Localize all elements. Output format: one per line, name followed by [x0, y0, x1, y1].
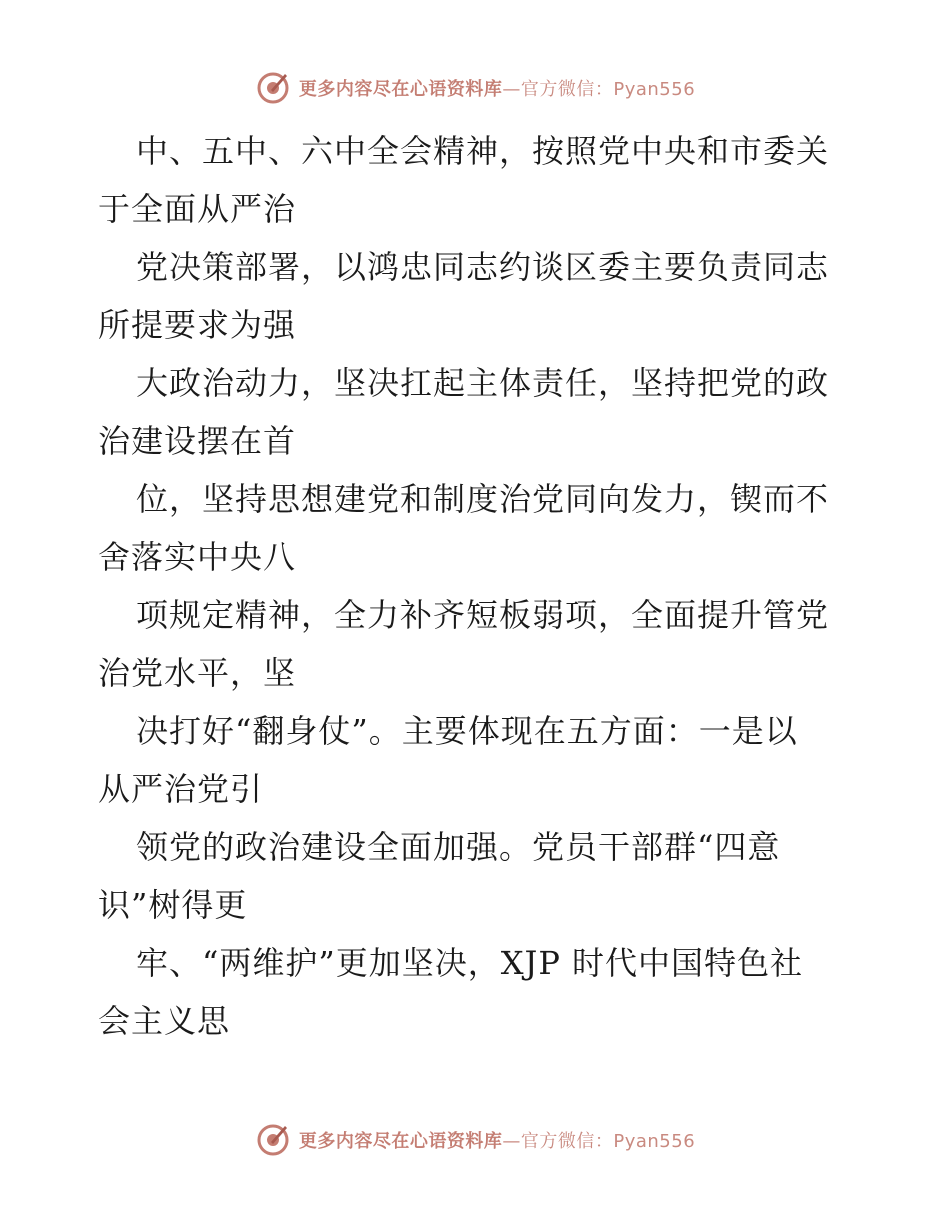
paragraph-line: 治党水平，坚: [98, 654, 297, 692]
paragraph-line: 于全面从严治: [98, 190, 297, 228]
paragraph: [98, 354, 858, 470]
paragraph-line: 舍落实中央八: [98, 538, 297, 576]
paragraph: [98, 470, 858, 586]
paragraph: [98, 586, 858, 702]
footer-watermark: [0, 1120, 950, 1160]
paragraph: [98, 818, 858, 934]
watermark-official: 官方微信：: [520, 1131, 614, 1152]
watermark-text: [299, 1127, 695, 1153]
paragraph-line: 从严治党引: [98, 770, 264, 808]
document-body: [98, 122, 858, 1050]
paragraph-line: 识”树得更: [98, 886, 248, 924]
paragraph-line: 治建设摆在首: [98, 422, 297, 460]
paragraph-line: 大政治动力，坚决扛起主体责任，坚持把党的政: [136, 364, 830, 402]
watermark-dash: —: [502, 1131, 521, 1152]
watermark-brand: 更多内容尽在心语资料库: [298, 1131, 503, 1152]
paragraph: [98, 702, 858, 818]
paragraph-line: 党决策部署，以鸿忠同志约谈区委主要负责同志: [136, 248, 830, 286]
paragraph: [98, 238, 858, 354]
paragraph-line: 项规定精神，全力补齐短板弱项，全面提升管党: [136, 596, 830, 634]
quill-logo-icon: [255, 1122, 291, 1158]
watermark-brand: 更多内容尽在心语资料库: [298, 79, 503, 100]
watermark-official: 官方微信：: [520, 79, 614, 100]
paragraph: [98, 934, 858, 1050]
watermark-id: Pyan556: [613, 79, 696, 100]
watermark-text: [299, 75, 695, 101]
paragraph-line: 中、五中、六中全会精神，按照党中央和市委关: [136, 132, 830, 170]
watermark-dash: —: [502, 79, 521, 100]
paragraph-line: 牢、“两维护”更加坚决，XJP 时代中国特色社: [136, 944, 804, 982]
header-watermark: [0, 68, 950, 108]
paragraph-line: 领党的政治建设全面加强。党员干部群“四意: [136, 828, 781, 866]
quill-logo-icon: [255, 70, 291, 106]
paragraph-line: 决打好“翻身仗”。主要体现在五方面：一是以: [136, 712, 798, 750]
watermark-id: Pyan556: [613, 1131, 696, 1152]
paragraph-line: 会主义思: [98, 1002, 231, 1040]
paragraph-line: 位，坚持思想建党和制度治党同向发力，锲而不: [136, 480, 830, 518]
paragraph: [98, 122, 858, 238]
paragraph-line: 所提要求为强: [98, 306, 297, 344]
